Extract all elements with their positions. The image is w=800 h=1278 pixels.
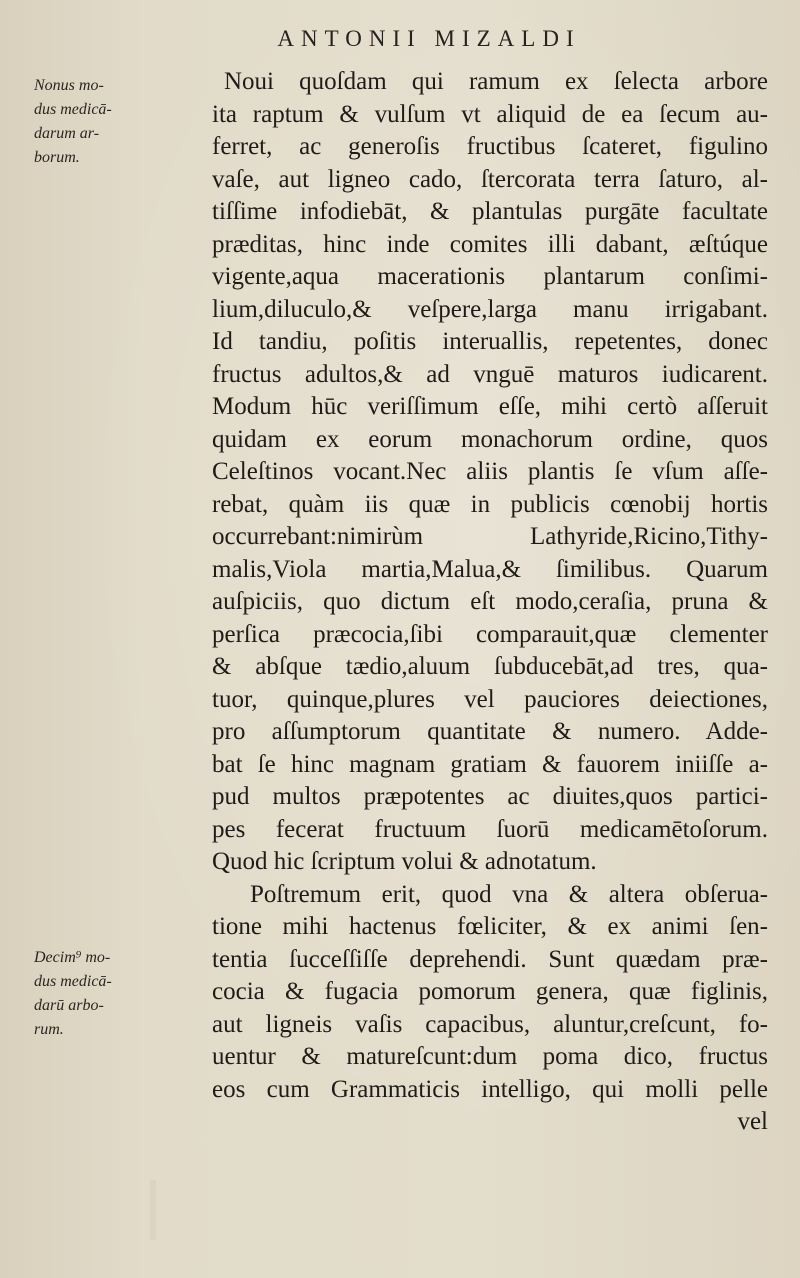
text-line: lium,diluculo,& veſpere,larga manu irrigabant. — [212, 295, 768, 323]
text-line: Celeſtinos vocant.Nec aliis plantis ſe vſum aſſe- — [212, 458, 768, 485]
text-line: vaſe, aut ligneo cado, ſtercorata terra ſaturo, al- — [212, 165, 768, 193]
text-line: rebat, quàm iis quæ in publicis cœnobij hortis — [212, 490, 768, 518]
text-line: quidam ex eorum monachorum ordine, quos — [212, 425, 768, 453]
text-line: aut ligneis vaſis capacibus, aluntur,creſcunt, fo- — [212, 1010, 768, 1038]
margin-note-line: dus medicā- — [34, 973, 112, 990]
margin-note-line: darum ar- — [34, 125, 100, 142]
text-line: auſpiciis, quo dictum eſt modo,ceraſia, pruna & — [212, 588, 768, 615]
text-line: tentia ſucceſſiſſe deprehendi. Sunt quædam præ- — [212, 945, 768, 973]
catchword: vel — [737, 1108, 768, 1135]
text-line: tuor, quinque,plures vel pauciores deiectiones, — [212, 685, 768, 713]
text-line: tione mihi hactenus fœliciter, & ex animi ſen- — [212, 913, 768, 940]
text-line: Quod hic ſcriptum volui & adnotatum. — [212, 848, 597, 875]
text-line: bat ſe hinc magnam gratiam & fauorem iniiſſe a- — [212, 750, 768, 778]
text-line: & abſque tædio,aluum ſubducebāt,ad tres, qua- — [212, 653, 768, 680]
text-line: occurrebant:nimirùm Lathyride,Ricino,Tithy- — [212, 523, 768, 550]
text-line: cocia & fugacia pomorum genera, quæ figlinis, — [212, 978, 768, 1005]
text-line: fructus adultos,& ad vnguē maturos iudicarent. — [212, 360, 768, 388]
text-line: Noui quoſdam qui ramum ex ſelecta arbore — [224, 68, 768, 95]
text-line: eos cum Grammaticis intelligo, qui molli pelle — [212, 1075, 768, 1103]
margin-note-line: darū arbo- — [34, 997, 104, 1014]
text-line: pes fecerat fructuum ſuorū medicamētoſorum. — [212, 815, 768, 843]
margin-note-line: Nonus mo- — [34, 77, 104, 94]
paper-stain — [150, 1180, 156, 1240]
text-line: perſica præcocia,ſibi comparauit,quæ clementer — [212, 620, 768, 648]
margin-note-line: borum. — [34, 149, 80, 166]
text-line: pud multos præpotentes ac diuites,quos partici- — [212, 783, 768, 810]
text-line: Modum hūc veriſſimum eſſe, mihi certò aſſeruit — [212, 393, 768, 420]
text-line: malis,Viola martia,Malua,& ſimilibus. Quarum — [212, 555, 768, 583]
text-line: tiſſime infodiebāt, & plantulas purgāte facultate — [212, 198, 768, 225]
margin-note-nonus-modus — [34, 74, 154, 170]
margin-note-line: Decim⁹ mo- — [34, 949, 111, 966]
text-line: vigente,aqua macerationis plantarum conſimi- — [212, 263, 768, 290]
running-header: ANTONII MIZALDI — [277, 26, 581, 51]
text-line: Poſtremum erit, quod vna & altera obſerua- — [250, 880, 768, 908]
text-line: uentur & matureſcunt:dum poma dico, fructus — [212, 1043, 768, 1070]
text-line: pro aſſumptorum quantitate & numero. Adde- — [212, 718, 768, 745]
main-text-column — [212, 66, 768, 1139]
margin-note-line: dus medicā- — [34, 101, 112, 118]
margin-note-decimus-modus — [34, 946, 154, 1042]
text-line: ferret, ac generoſis fructibus ſcateret, figulino — [212, 133, 768, 160]
text-line: Id tandiu, poſitis interuallis, repetentes, donec — [212, 328, 768, 355]
margin-note-line: rum. — [34, 1021, 64, 1038]
text-line: præditas, hinc inde comites illi dabant, æſtúque — [212, 230, 768, 258]
text-line: ita raptum & vulſum vt aliquid de ea ſecum au- — [212, 100, 768, 128]
